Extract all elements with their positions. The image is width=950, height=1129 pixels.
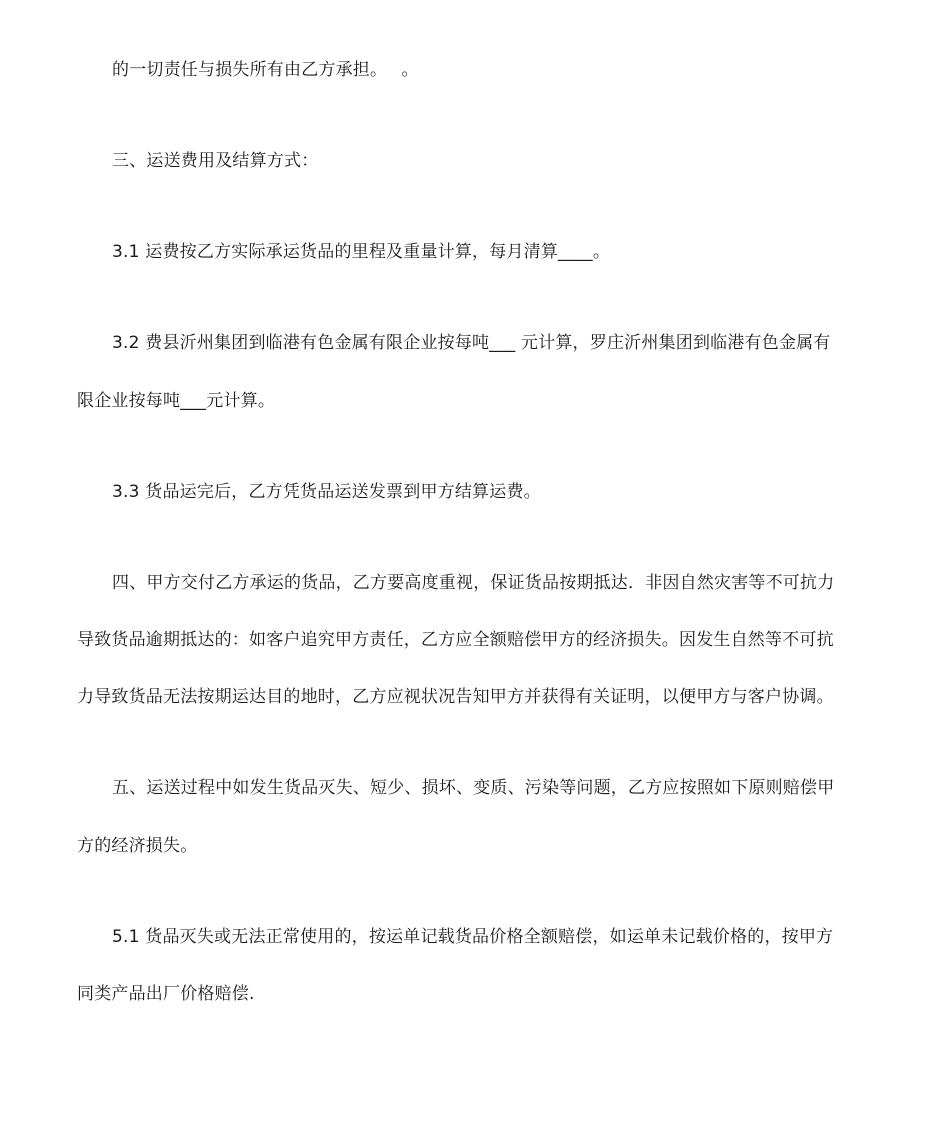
- clause-3-1: 3.1 运费按乙方实际承运货品的里程及重量计算，每月清算____。: [112, 242, 611, 262]
- clause-3-3: 3.3 货品运完后，乙方凭货品运送发票到甲方结算运费。: [112, 482, 541, 502]
- section-4-line-2: 导致货品逾期抵达的：如客户追究甲方责任，乙方应全额赔偿甲方的经济损失。因发生自然等不可抗: [77, 630, 834, 650]
- clause-5-1: 5.1 货品灭失或无法正常使用的，按运单记载货品价格全额赔偿，如运单未记载价格的，按甲方: [112, 927, 834, 947]
- clause-3-2-cont: 限企业按每吨___元计算。: [77, 391, 276, 411]
- text-line: 的一切责任与损失所有由乙方承担。 。: [112, 60, 419, 80]
- section-heading-3: 三、运送费用及结算方式：: [112, 151, 319, 171]
- clause-5-1-cont: 同类产品出厂价格赔偿.: [77, 984, 255, 1004]
- section-5-line-1: 五、运送过程中如发生货品灭失、短少、损坏、变质、污染等问题，乙方应按照如下原则赔偿甲: [112, 778, 835, 798]
- section-5-line-2: 方的经济损失。: [77, 836, 198, 856]
- section-4-line-1: 四、甲方交付乙方承运的货品，乙方要高度重视，保证货品按期抵达．非因自然灾害等不可抗力: [112, 573, 835, 593]
- clause-3-2: 3.2 费县沂州集团到临港有色金属有限企业按每吨___ 元计算，罗庄沂州集团到临港有色金属有: [112, 333, 831, 353]
- section-4-line-3: 力导致货品无法按期运达目的地时，乙方应视状况告知甲方并获得有关证明，以便甲方与客户协调。: [77, 687, 834, 707]
